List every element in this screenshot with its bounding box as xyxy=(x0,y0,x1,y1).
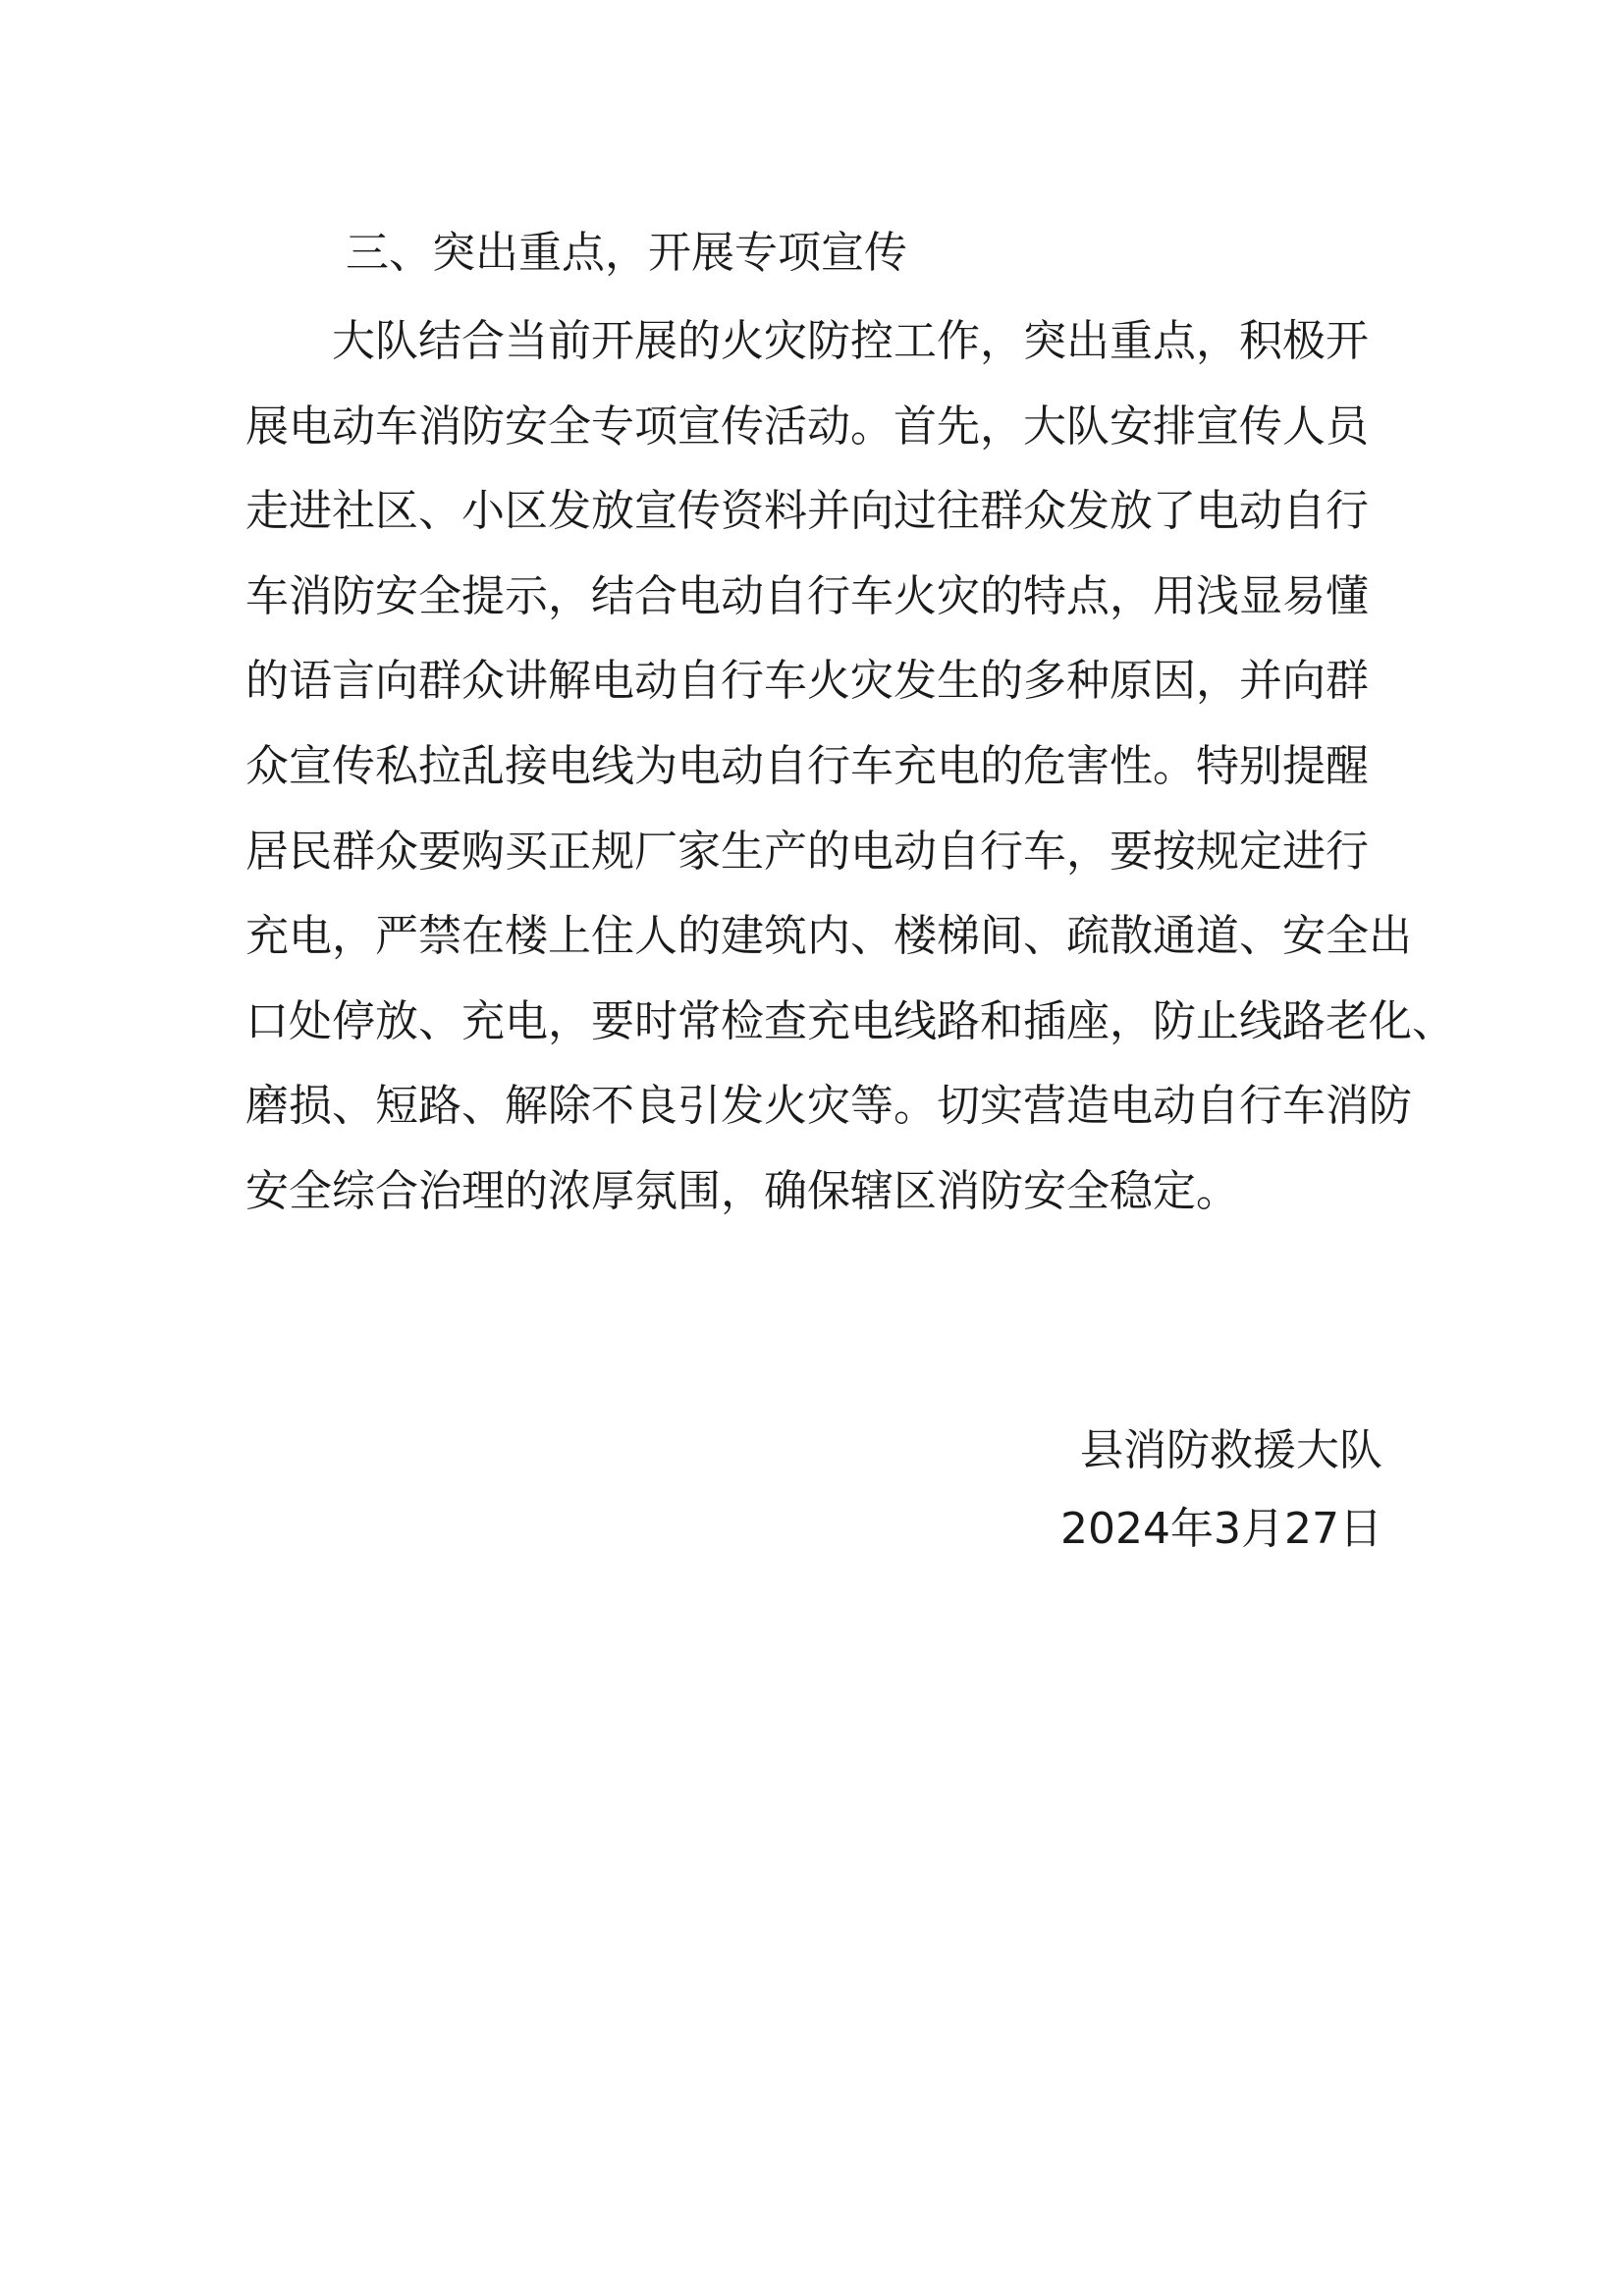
signature-block xyxy=(1060,1421,1382,1559)
section-heading: 三、突出重点，开展专项宣传 xyxy=(346,228,907,278)
paragraph-line: 走进社区、小区发放宣传资料并向过往群众发放了电动自行 xyxy=(245,486,1369,537)
paragraph-line: 的语言向群众讲解电动自行车火灾发生的多种原因，并向群 xyxy=(245,656,1369,707)
paragraph-line: 大队结合当前开展的火灾防控工作，突出重点，积极开 xyxy=(332,316,1369,366)
signature-organization: 县消防救援大队 xyxy=(1080,1425,1382,1475)
paragraph-line: 安全综合治理的浓厚氛围，确保辖区消防安全稳定。 xyxy=(245,1165,1239,1216)
signature-date: 2024年3月27日 xyxy=(1060,1504,1382,1554)
paragraph-line: 车消防安全提示，结合电动自行车火灾的特点，用浅显易懂 xyxy=(245,570,1369,621)
paragraph-line: 磨损、短路、解除不良引发火灾等。切实营造电动自行车消防 xyxy=(245,1081,1412,1132)
paragraph-line: 充电，严禁在楼上住人的建筑内、楼梯间、疏散通道、安全出 xyxy=(245,911,1412,962)
paragraph-line: 居民群众要购买正规厂家生产的电动自行车，要按规定进行 xyxy=(245,826,1369,877)
body-paragraph xyxy=(245,312,1455,1248)
paragraph-line: 展电动车消防安全专项宣传活动。首先，大队安排宣传人员 xyxy=(245,400,1369,452)
paragraph-line: 口处停放、充电，要时常检查充电线路和插座，防止线路老化、 xyxy=(245,995,1455,1046)
paragraph-line: 众宣传私拉乱接电线为电动自行车充电的危害性。特别提醒 xyxy=(245,740,1369,791)
